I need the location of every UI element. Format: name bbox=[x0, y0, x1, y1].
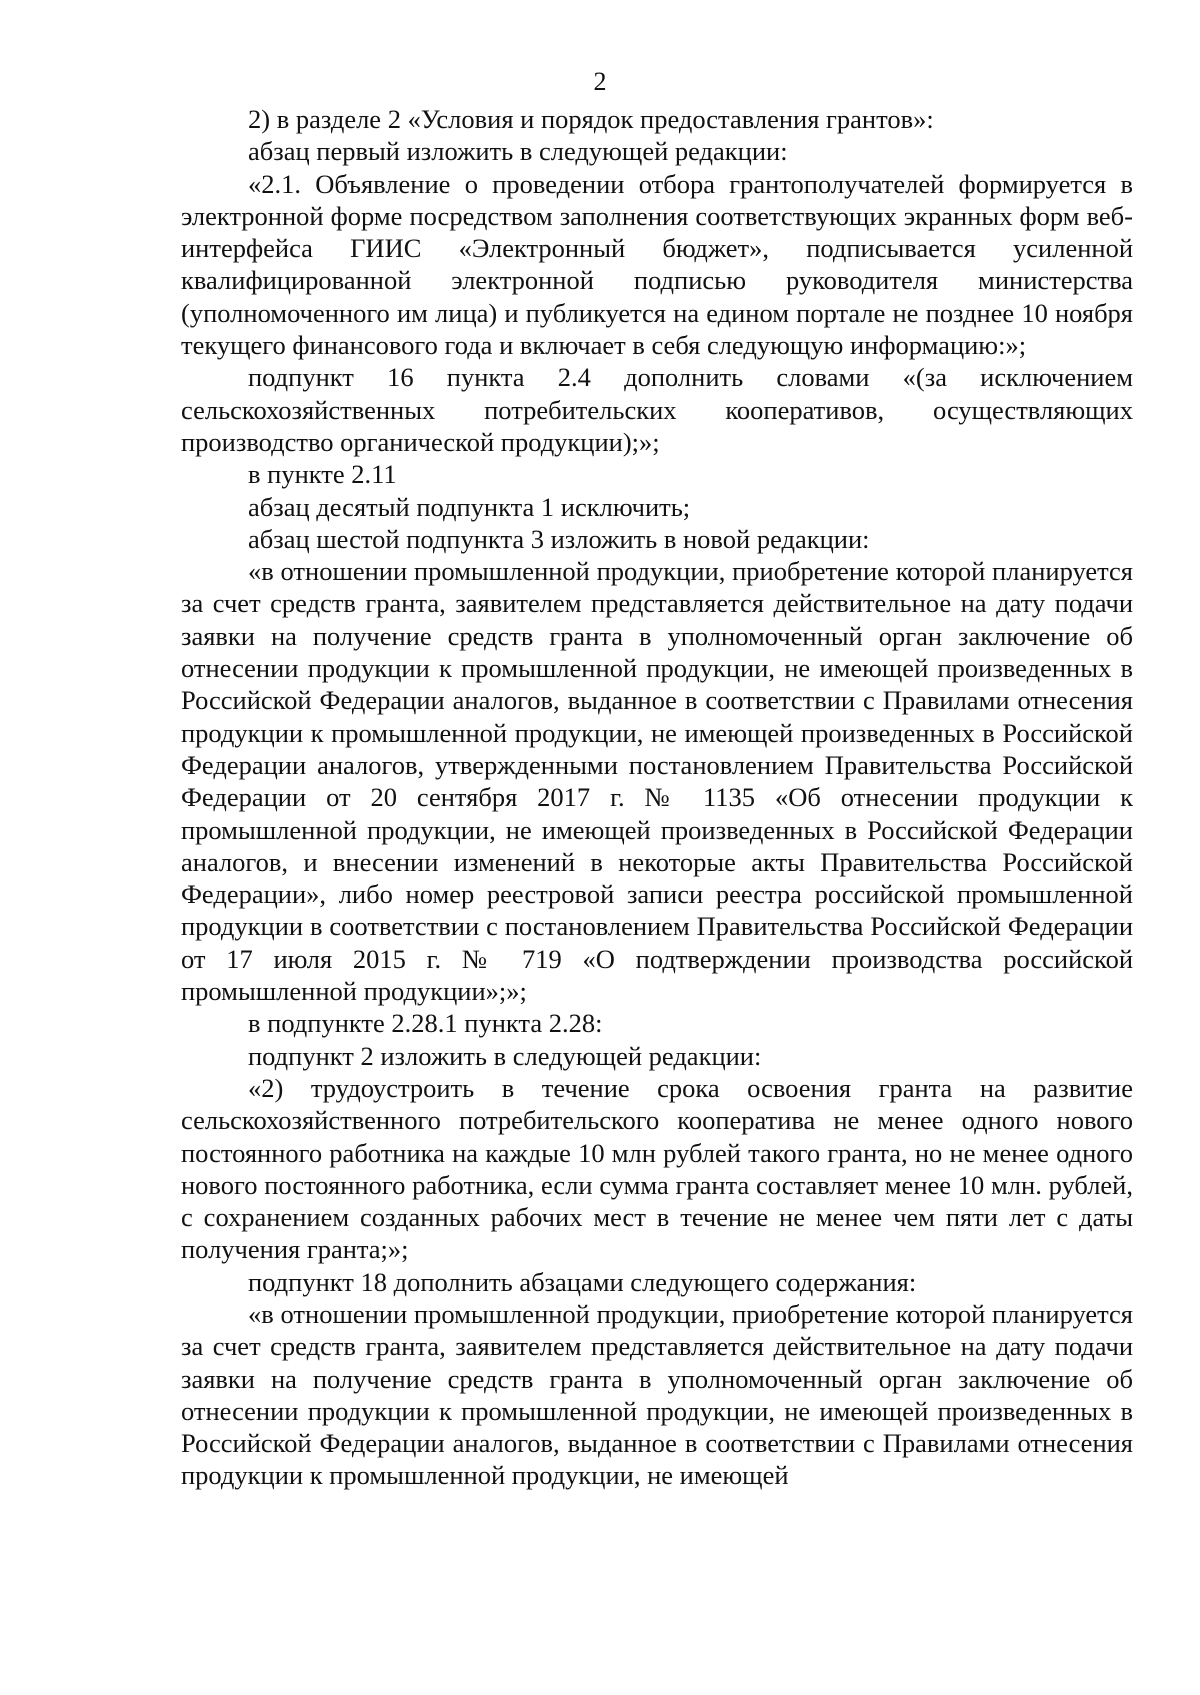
paragraph: «2) трудоустроить в течение срока освоения гранта на развитие сельскохозяйственного потребительского кооператива не менее одного нового постоянного работника на каждые 10 млн рублей такого гранта, но не менее одного нового постоянного работника, если сумма гранта составляет менее 10 млн. рублей, с сохранением созданных рабочих мест в течение не менее чем пяти лет с даты получения гранта;»; bbox=[181, 1072, 1133, 1265]
document-body bbox=[181, 103, 1133, 1492]
paragraph: в подпункте 2.28.1 пункта 2.28: bbox=[248, 1008, 603, 1039]
paragraph: «в отношении промышленной продукции, приобретение которой планируется за счет средств гранта, заявителем представляется действительное на дату подачи заявки на получение средств гранта в уполномоченный орган заключение об отнесении продукции к промышленной продукции, не имеющей произведенных в Российской Федерации аналогов, выданное в соответствии с Правилами отнесения продукции к промышленной продукции, не имеющей bbox=[181, 1298, 1133, 1491]
paragraph: подпункт 2 изложить в следующей редакции: bbox=[248, 1040, 762, 1071]
paragraph: абзац первый изложить в следующей редакции: bbox=[248, 136, 788, 167]
paragraph: подпункт 16 пункта 2.4 дополнить словами «(за исключением сельскохозяйственных потребительских кооперативов, осуществляющих производство органической продукции);»; bbox=[181, 362, 1133, 457]
page-number: 2 bbox=[593, 67, 607, 96]
paragraph: в пункте 2.11 bbox=[248, 459, 397, 490]
paragraph: «2.1. Объявление о проведении отбора грантополучателей формируется в электронной форме посредством заполнения соответствующих экранных форм веб-интерфейса ГИИС «Электронный бюджет», подписывается усиленной квалифицированной электронной подписью руководителя министерства (уполномоченного им лица) и публикуется на едином портале не позднее 10 ноября текущего финансового года и включает в себя следующую информацию:»; bbox=[181, 168, 1133, 361]
paragraph: абзац шестой подпункта 3 изложить в новой редакции: bbox=[248, 523, 870, 554]
paragraph: абзац десятый подпункта 1 исключить; bbox=[248, 491, 691, 522]
paragraph: «в отношении промышленной продукции, приобретение которой планируется за счет средств гранта, заявителем представляется действительное на дату подачи заявки на получение средств гранта в уполномоченный орган заключение об отнесении продукции к промышленной продукции, не имеющей произведенных в Российской Федерации аналогов, выданное в соответствии с Правилами отнесения продукции к промышленной продукции, не имеющей произведенных в Российской Федерации аналогов, утвержденными постановлением Правительства Российской Федерации от 20 сентября 2017 г. № 1135 «Об отнесении продукции к промышленной продукции, не имеющей произведенных в Российской Федерации аналогов, и внесении изменений в некоторые акты Правительства Российской Федерации», либо номер реестровой записи реестра российской промышленной продукции в соответствии с постановлением Правительства Российской Федерации от 17 июля 2015 г. № 719 «О подтверждении производства российской промышленной продукции»;»; bbox=[181, 556, 1133, 1007]
paragraph: подпункт 18 дополнить абзацами следующего содержания: bbox=[248, 1266, 917, 1297]
paragraph: 2) в разделе 2 «Условия и порядок предоставления грантов»: bbox=[248, 104, 934, 134]
